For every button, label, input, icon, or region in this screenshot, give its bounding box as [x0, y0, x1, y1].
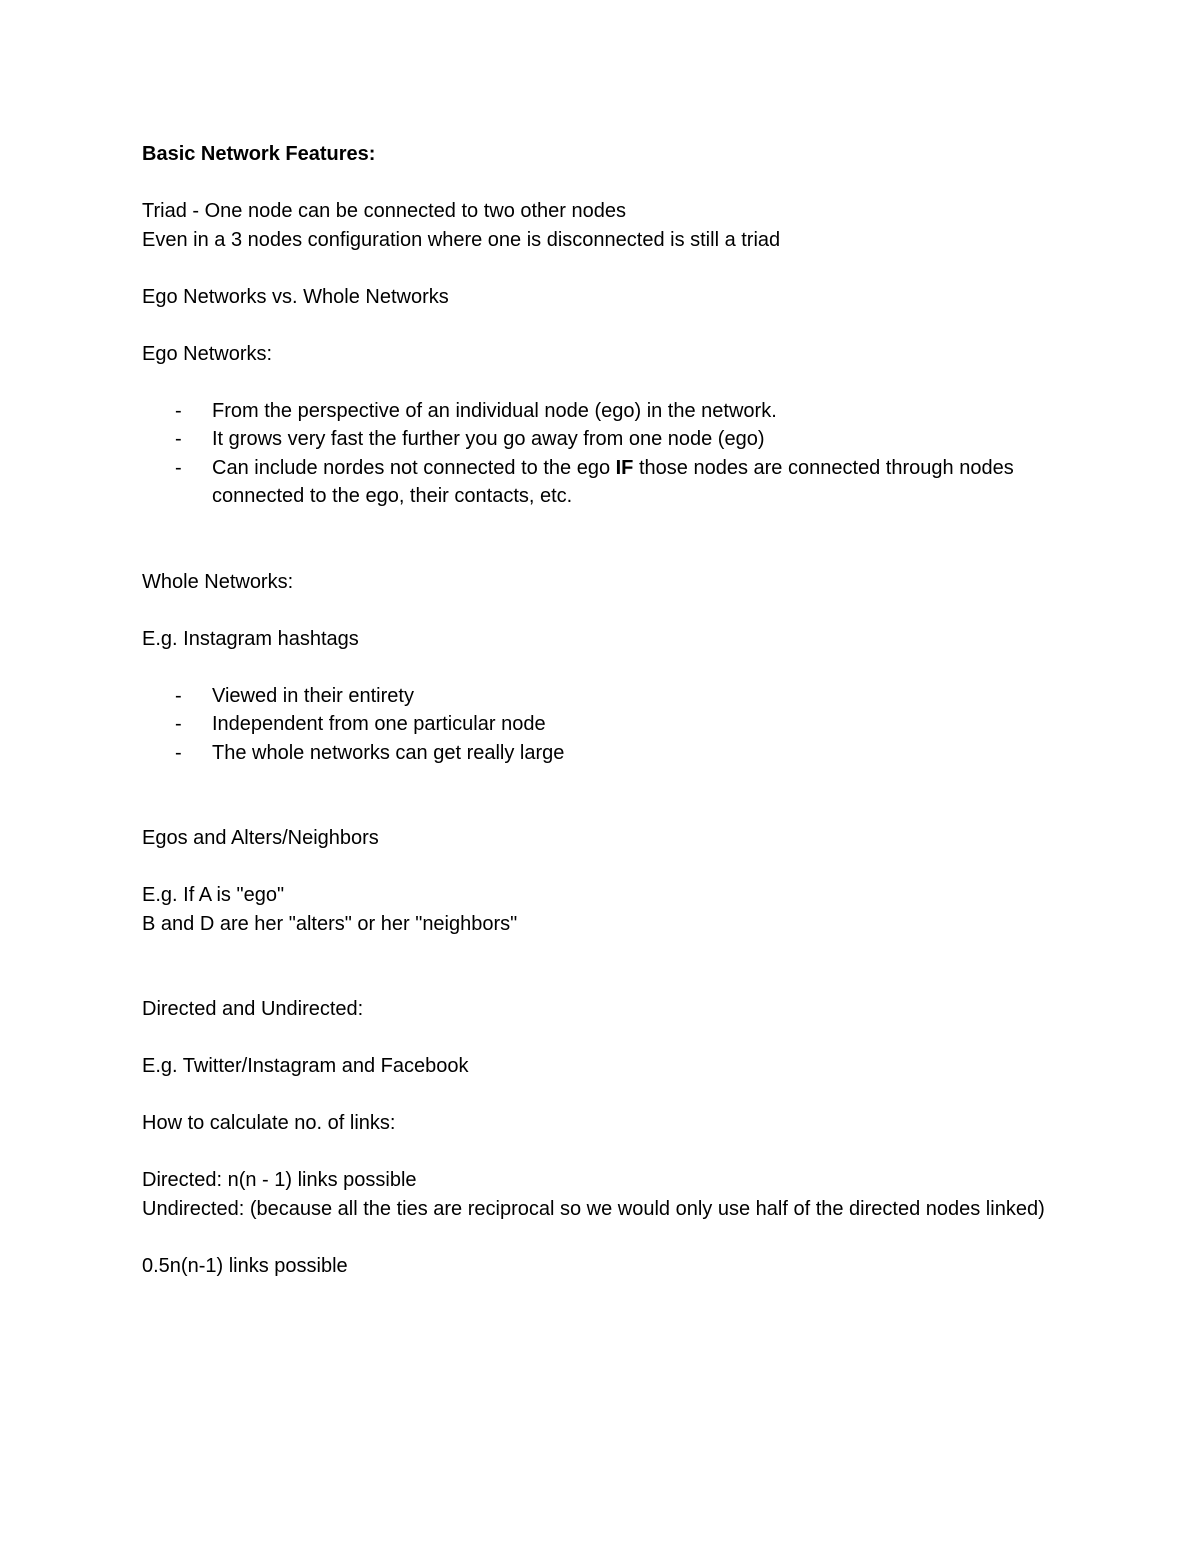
bullet-marker: -: [175, 428, 182, 450]
whole-networks-example: E.g. Instagram hashtags: [142, 627, 359, 650]
undirected-formula: 0.5n(n-1) links possible: [142, 1254, 348, 1277]
undirected-explanation: Undirected: (because all the ties are reciprocal so we would only use half of the directed nodes linked): [142, 1197, 1045, 1220]
directed-heading: Directed and Undirected:: [142, 998, 364, 1020]
spacer: [142, 1138, 1062, 1167]
bullet-marker: -: [175, 713, 182, 735]
whole-networks-heading: Whole Networks:: [142, 570, 294, 593]
list-item-text: It grows very fast the further you go away from one node (ego): [212, 428, 765, 450]
list-item: [142, 397, 1062, 426]
emphasis-if: IF: [615, 456, 634, 479]
comparison-heading: Ego Networks vs. Whole Networks: [142, 285, 449, 308]
list-item: [142, 682, 1062, 711]
spacer: [142, 653, 1062, 682]
document-body: [142, 140, 1062, 1280]
spacer: [142, 967, 1062, 996]
spacer: [142, 254, 1062, 283]
list-item-text-end: those nodes are connected through nodes connected to the ego, their contacts, etc.: [212, 456, 1014, 507]
list-item: [142, 739, 1062, 768]
list-item-text-start: Can include nordes not connected to the ego: [212, 456, 616, 479]
triad-note: Even in a 3 nodes configuration where one is disconnected is still a triad: [142, 228, 781, 251]
list-item: [142, 710, 1062, 739]
spacer: [142, 767, 1062, 796]
document-title: Basic Network Features:: [142, 143, 376, 165]
spacer: [142, 539, 1062, 568]
list-item: [142, 425, 1062, 454]
spacer: [142, 169, 1062, 198]
alters-example-ego: E.g. If A is "ego": [142, 884, 285, 906]
spacer: [142, 511, 1062, 540]
list-item-text: Viewed in their entirety: [212, 684, 414, 707]
whole-networks-list: [142, 682, 1062, 768]
bullet-marker: -: [175, 456, 182, 479]
directed-formula: Directed: n(n - 1) links possible: [142, 1169, 417, 1191]
bullet-marker: -: [175, 741, 182, 764]
spacer: [142, 368, 1062, 397]
spacer: [142, 1223, 1062, 1252]
list-item-text: From the perspective of an individual node (ego) in the network.: [212, 399, 777, 422]
spacer: [142, 853, 1062, 882]
ego-networks-heading: Ego Networks:: [142, 342, 273, 365]
list-item: [142, 454, 1062, 511]
spacer: [142, 796, 1062, 825]
list-item-text: Independent from one particular node: [212, 713, 546, 735]
spacer: [142, 311, 1062, 340]
spacer: [142, 1024, 1062, 1053]
bullet-marker: -: [175, 399, 182, 422]
links-calc-heading: How to calculate no. of links:: [142, 1112, 396, 1134]
triad-definition: Triad - One node can be connected to two other nodes: [142, 200, 627, 222]
alters-example-neighbors: B and D are her "alters" or her "neighbors": [142, 912, 518, 935]
directed-example: E.g. Twitter/Instagram and Facebook: [142, 1055, 469, 1077]
bullet-marker: -: [175, 684, 182, 707]
spacer: [142, 596, 1062, 625]
alters-heading: Egos and Alters/Neighbors: [142, 827, 379, 849]
list-item-text: The whole networks can get really large: [212, 741, 565, 764]
spacer: [142, 1081, 1062, 1110]
spacer: [142, 938, 1062, 967]
ego-networks-list: [142, 397, 1062, 511]
